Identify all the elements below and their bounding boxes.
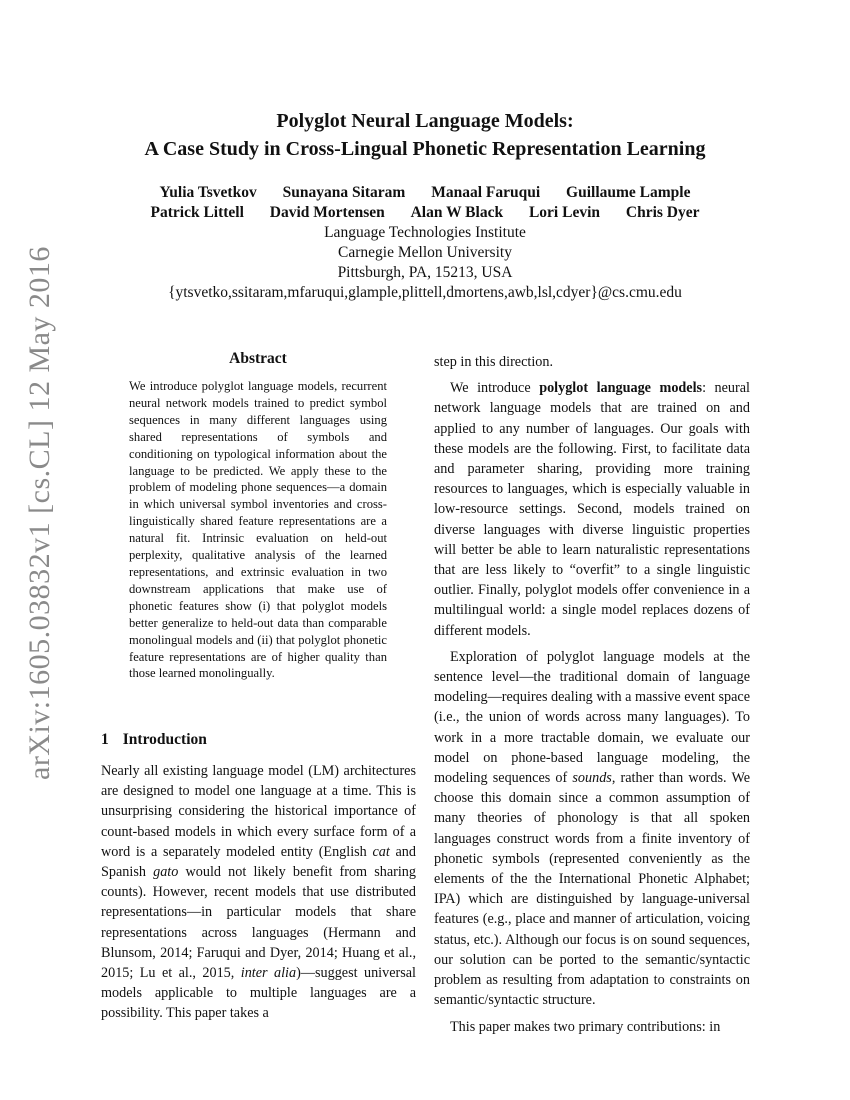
text-run: )—suggest universal models applicable to multiple languages are a possibility. This paper takes a [101, 965, 416, 1022]
author-name: Lori Levin [528, 204, 600, 221]
title-line-1: Polyglot Neural Language Models: [276, 110, 574, 132]
text-run: We introduce [450, 380, 540, 397]
section-number: 1 [101, 731, 109, 748]
section-heading-introduction [101, 731, 207, 749]
author-emails: {ytsvetko,ssitaram,mfaruqui,glample,plittell,dmortens,awb,lsl,cdyer}@cs.cmu.edu [168, 284, 682, 301]
introduction-right-column [434, 352, 750, 1043]
author-name: Patrick Littell [150, 204, 244, 221]
author-row-1 [0, 183, 850, 203]
text-run: Nearly all existing language model (LM) architectures are designed to model one language at a time. This is unsurprising considering the historical importance of count-based models in which every surface form of a word is a separately modeled entity (English [101, 763, 416, 860]
introduction-left-column [101, 761, 416, 1024]
text-run: : neural network language models that are trained on and applied to any number of languages. Our goals with these models are the following. First, to facilitate data and parameter sharing, providing more training resources to languages, which is especially valuable in low-resource settings. Second, models trained on diverse languages with diverse linguistic properties will better be able to learn naturalistic representations that are less likely to “overfit” to a single linguistic outlier. Finally, polyglot models offer convenience in a multilingual world: a single model replaces dozens of different models. [434, 380, 750, 639]
affiliation-university: Carnegie Mellon University [338, 244, 512, 261]
intro-paragraph-2 [434, 378, 750, 641]
intro-paragraph-4: This paper makes two primary contributions: in [450, 1018, 721, 1035]
author-block [0, 183, 850, 303]
author-name: Yulia Tsvetkov [159, 184, 257, 201]
author-name: David Mortensen [269, 204, 385, 221]
paper-title [0, 107, 850, 163]
bold-term: polyglot language models [539, 380, 703, 397]
intro-paragraph-continued: step in this direction. [434, 354, 554, 370]
italic-term: sounds [572, 770, 612, 787]
text-run: and Spanish [101, 843, 416, 881]
affiliation-address: Pittsburgh, PA, 15213, USA [337, 264, 513, 281]
author-row-2 [0, 203, 850, 223]
title-line-2: A Case Study in Cross-Lingual Phonetic Representation Learning [144, 138, 706, 160]
text-run: would not likely benefit from sharing counts). However, recent models that use distributed representations—in particular models that share representations across languages (Hermann and Blunsom, 2014; Faruqui and Dyer, 2014; Huang et al., 2015; Lu et al., 2015, [101, 864, 416, 982]
text-run: Exploration of polyglot language models at the sentence level—the traditional domain of language modeling—requires dealing with a massive event space (i.e., the union of words across many languages). To work in a more tractable domain, we evaluate our model on phone-based language modeling, the modeling sequences of [434, 648, 750, 787]
italic-term: gato [153, 864, 179, 881]
arxiv-stamp: arXiv:1605.03832v1 [cs.CL] 12 May 2016 [23, 246, 56, 780]
author-name: Manaal Faruqui [431, 184, 541, 201]
intro-paragraph-3 [434, 647, 750, 1011]
text-run: , rather than words. We choose this domain since a common assumption of many theories of phonology is that all spoken languages construct words from a finite inventory of phonetic symbols (represented conveniently as the elements of the the International Phonetic Alphabet; IPA) which are distinguished by language-universal features (e.g., place and manner of articulation, voicing status, etc.). Although our focus is on sound sequences, our solution can be ported to the semantic/syntactic problem as resulting from adaptation to constraints on semantic/syntactic structure. [434, 770, 751, 1009]
author-name: Sunayana Sitaram [282, 184, 406, 201]
intro-paragraph-1 [101, 761, 416, 1024]
author-name: Chris Dyer [625, 204, 700, 221]
abstract-text: We introduce polyglot language models, recurrent neural network models trained to predict symbol sequences in many different languages using shared representations of symbols and conditioning on typological information about the language to be predicted. We apply these to the problem of modeling phone sequences—a domain in which universal symbol inventories and cross-linguistically shared feature representations are a natural fit. Intrinsic evaluation on held-out perplexity, qualitative analysis of the learned representations, and extrinsic evaluation in two downstream applications that make use of phonetic features show (i) that polyglot models better generalize to held-out data than comparable monolingual models and (ii) that polyglot phonetic feature representations are of higher quality than those learned monolingually. [129, 379, 387, 681]
section-title: Introduction [122, 731, 207, 748]
affiliation-institute: Language Technologies Institute [324, 224, 526, 241]
author-name: Alan W Black [410, 204, 504, 221]
italic-term: inter alia [240, 965, 297, 982]
abstract-heading: Abstract [229, 350, 287, 367]
author-name: Guillaume Lample [566, 184, 691, 201]
italic-term: cat [372, 843, 390, 860]
